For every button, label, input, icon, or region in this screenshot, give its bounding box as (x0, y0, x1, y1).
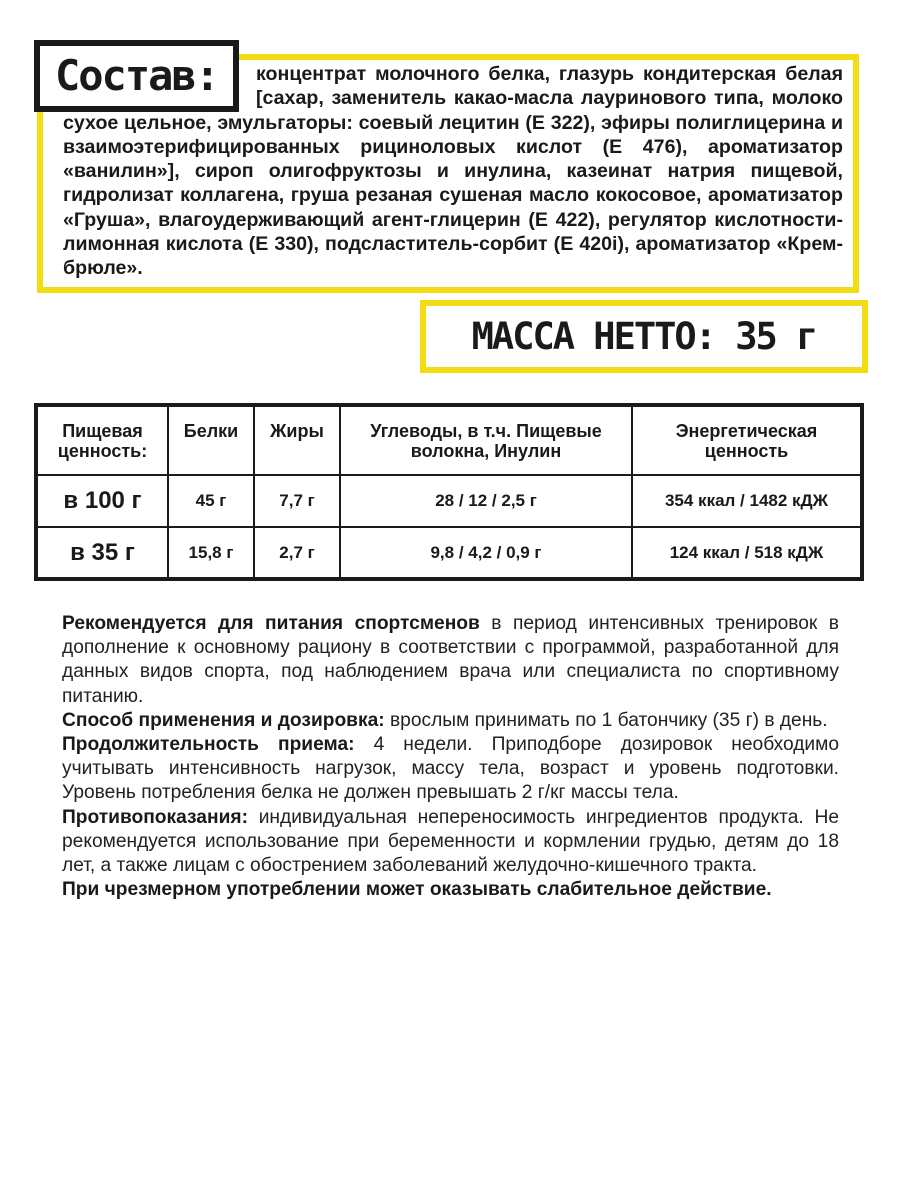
composition-text: концентрат молочного белка, глазурь кондитерская белая [сахар, заменитель какао-масла лауринового типа, молоко сухое цельное, эмульгаторы: соевый лецитин (Е 322), эфиры полиглицерина и взаимоэтерифицированных рициноловых кислот (Е 476), ароматизатор «ванилин»], сироп олигофруктозы и инулина, казеинат натрия пищевой, гидролизат коллагена, груша резаная сушеная масло кокосовое, ароматизатор «Груша», влагоудерживающий агент-глицерин (Е 422), регулятор кислотности-лимонная кислота (Е 330), подсластитель-сорбит (Е 420i), ароматизатор «Крем-брюле». (63, 63, 843, 280)
recommendation-paragraph (62, 612, 839, 709)
duration-heading: Продолжительность приема: (62, 734, 355, 756)
protein-value: 45 г (168, 475, 254, 527)
duration-paragraph (62, 733, 839, 806)
carbs-value: 9,8 / 4,2 / 0,9 г (340, 527, 632, 579)
nutrition-header-row (36, 405, 862, 475)
energy-value: 124 ккал / 518 кДЖ (632, 527, 862, 579)
nutrition-table (34, 403, 864, 581)
header-energy: Энергетическая ценность (632, 405, 862, 475)
usage-paragraph (62, 709, 839, 733)
usage-heading: Способ применения и дозировка: (62, 709, 385, 731)
fat-value: 2,7 г (254, 527, 340, 579)
contraindications-heading: Противопоказания: (62, 806, 248, 828)
header-protein: Белки (168, 405, 254, 475)
table-row (36, 475, 862, 527)
recommendation-heading: Рекомендуется для питания спортсменов (62, 613, 480, 634)
duration-text: 4 недели. Приподборе дозировок необходимо учитывать интенсивность нагрузок, массу тела, возраст и уровень подготовки. Уровень потребления белка не должен превышать 2 г/кг массы тела. (62, 734, 839, 804)
warning-text: При чрезмерном употреблении может оказывать слабительное действие. (62, 879, 772, 901)
composition-label: Состав: (34, 40, 239, 112)
table-row (36, 527, 862, 579)
row-label: в 100 г (36, 475, 168, 527)
header-nutrition: Пищевая ценность: (36, 405, 168, 475)
usage-text: врослым принимать по 1 батончику (35 г) в день. (384, 709, 828, 731)
recommendation-text: в период интенсивных тренировок в дополнение к основному рациону в соответствии с программой, разработанной для данных видов спорта, под наблюдением врача или специалиста по спортивному питанию. (62, 613, 839, 707)
energy-value: 354 ккал / 1482 кДЖ (632, 475, 862, 527)
header-fat: Жиры (254, 405, 340, 475)
usage-info (62, 612, 839, 902)
net-weight: МАССА НЕТТО: 35 г (420, 300, 868, 373)
header-carbs: Углеводы, в т.ч. Пищевые волокна, Инулин (340, 405, 632, 475)
row-label: в 35 г (36, 527, 168, 579)
fat-value: 7,7 г (254, 475, 340, 527)
contraindications-paragraph (62, 806, 839, 879)
carbs-value: 28 / 12 / 2,5 г (340, 475, 632, 527)
protein-value: 15,8 г (168, 527, 254, 579)
contraindications-text: индивидуальная непереносимость ингредиентов продукта. Не рекомендуется использование при беременности и кормлении грудью, детям до 18 лет, а также лицам с обострением заболеваний желудочно-кишечного тракта. (62, 806, 839, 877)
